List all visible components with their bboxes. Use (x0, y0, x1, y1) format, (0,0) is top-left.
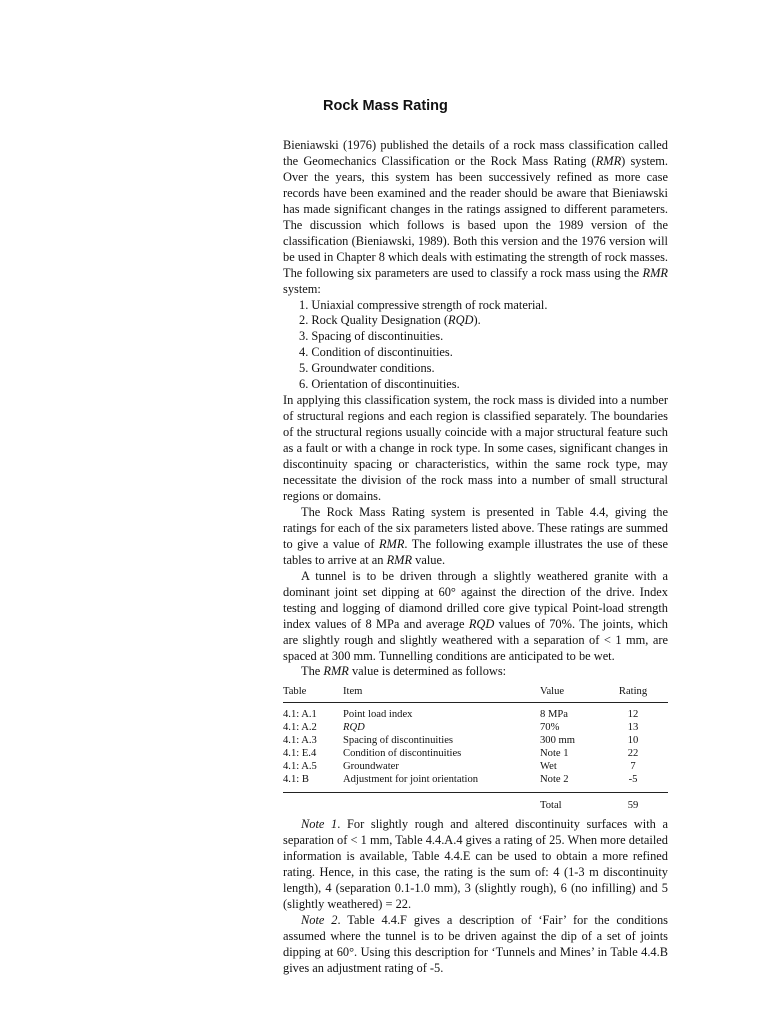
table-cell: Point load index (343, 709, 413, 721)
table-header: Item (343, 683, 540, 703)
paragraph-text: The (301, 664, 324, 679)
table-cell: 12 (627, 709, 639, 721)
rmr-table (283, 683, 668, 812)
determination-paragraph (283, 664, 668, 680)
rmr-term: RMR (642, 265, 668, 280)
table-row (283, 760, 668, 773)
table-row (283, 703, 668, 722)
table-cell: 300 mm (540, 735, 576, 747)
regions-paragraph: In applying this classification system, the rock mass is divided into a number of structural regions and each region is classified separately. The boundaries of the structural regions usually coincide with a major structural feature such as a fault or with a change in rock type. In some cases, significant changes in discontinuity spacing or characteristics, within the same rock type, may necessitate the division of the rock mass into a number of small structural regions or domains. (283, 393, 668, 503)
table-cell: Groundwater (343, 761, 399, 773)
rqd-term: RQD (448, 313, 474, 328)
table-header: Rating (598, 683, 668, 703)
table-row (283, 773, 668, 793)
note-2 (283, 913, 668, 977)
page-title: Rock Mass Rating (323, 98, 448, 114)
note-label: Note 1 (301, 817, 338, 832)
note-label: Note 2 (301, 913, 338, 928)
paragraph-text: value is determined as follows: (348, 664, 507, 679)
paragraph-text: The Rock Mass Rating system is presented in Table 4.4, giving the ratings for each of the six parameters listed above. These ratings are summed to give a value of (283, 504, 668, 551)
table-cell: Note 2 (540, 773, 598, 793)
table-cell: 4.1: A.1 (283, 709, 317, 721)
table-cell: 8 MPa (540, 709, 568, 721)
list-item-text: 2. Rock Quality Designation ( (299, 313, 449, 328)
table-cell: 4.1: A.2 (283, 722, 317, 734)
note-text: . Table 4.4.F gives a description of ‘Fair’ for the conditions assumed where the tunnel is to be driven against the dip of a set of joints dipping at 60°. Using this description for ‘Tunnels and Mines’ in Table 4.4.B gives an adjustment rating of -5. (283, 913, 668, 975)
table-cell: 7 (630, 761, 636, 773)
table-cell: Spacing of discontinuities (343, 735, 454, 747)
table-cell: Note 1 (540, 748, 569, 760)
intro-paragraph (283, 138, 668, 298)
list-item: 5. Groundwater conditions. (299, 361, 435, 376)
table-cell: 4.1: B (283, 773, 343, 793)
table-cell: 13 (627, 722, 639, 734)
paragraph-text: value. (412, 552, 446, 567)
table-row (283, 747, 668, 760)
table-cell: Wet (540, 761, 557, 773)
table-cell (343, 793, 540, 813)
table-cell: Condition of discontinuities (343, 748, 462, 760)
table-header: Value (540, 683, 598, 703)
table-cell: 4.1: E.4 (283, 748, 317, 760)
table-cell (283, 793, 343, 813)
table-cell: Adjustment for joint orientation (343, 773, 540, 793)
document-page (283, 96, 668, 977)
table-cell: 22 (627, 748, 639, 760)
rmr-term: RMR (323, 664, 349, 679)
note-text: . For slightly rough and altered discontinuity surfaces with a separation of < 1 mm, Table 4.4.A.4 gives a rating of 25. When more detailed information is available, Table 4.4.E can be used to obtain a more refined rating. Hence, in this case, the rating is the sum of: 4 (1-3 m discontinuity length), 4 (separation 0.1-1.0 mm), 3 (slightly rough), 6 (no infilling) and 5 (slightly weathered) = 22. (283, 817, 668, 912)
rqd-term: RQD (343, 722, 365, 734)
paragraph-text: A tunnel is to be driven through a slightly weathered granite with a dominant joint set dipping at 60° against the direction of the drive. Index testing and logging of diamond drilled core give typical Point-load strength index values of 8 MPa and average (283, 568, 668, 631)
rating-system-paragraph (283, 505, 668, 569)
list-item: 4. Condition of discontinuities. (299, 345, 453, 360)
table-cell: 70% (540, 722, 560, 734)
list-item: 3. Spacing of discontinuities. (299, 329, 444, 344)
intro-text-c: system: (283, 281, 321, 296)
table-cell: 4.1: A.3 (283, 735, 317, 747)
note-1 (283, 817, 668, 913)
table-header-row (283, 683, 668, 703)
document-body (283, 138, 668, 977)
table-cell (343, 721, 540, 734)
paragraph-text: values of 70%. The joints, which are slightly rough and slightly weathered with a separation of < 1 mm, are spaced at 300 mm. Tunnelling conditions are anticipated to be wet. (283, 616, 668, 663)
table-cell: -5 (598, 773, 668, 793)
total-value: 59 (627, 800, 639, 812)
rmr-term: RMR (378, 536, 405, 551)
paragraph-text: . The following example illustrates the use of these tables to arrive at an (283, 536, 668, 567)
intro-text-a: Bieniawski (1976) published the details of a rock mass classification called the Geomechanics Classification or the Rock Mass Rating ( (283, 138, 668, 168)
table-cell: 4.1: A.5 (283, 761, 317, 773)
notes (283, 817, 668, 977)
table-header: Table (283, 683, 343, 703)
rqd-term: RQD (468, 616, 495, 631)
table-row (283, 734, 668, 747)
tunnel-example-paragraph (283, 569, 668, 665)
table-cell: 10 (627, 735, 639, 747)
rmr-term: RMR (595, 153, 622, 168)
list-item: 1. Uniaxial compressive strength of rock material. (299, 297, 548, 312)
rmr-term: RMR (386, 552, 413, 567)
list-item: 6. Orientation of discontinuities. (299, 377, 460, 392)
list-item (283, 313, 668, 329)
intro-text-b: ) system. Over the years, this system has been successively refined as more case records have been examined and the reader should be aware that Bieniawski has made significant changes in the ratings assigned to different parameters. The discussion which follows is based upon the 1989 version of the classification (Bieniawski, 1989). Both this version and the 1976 version will be used in Chapter 8 which deals with estimating the strength of rock masses. The following six parameters are used to classify a rock mass using the (283, 153, 668, 280)
total-label: Total (540, 800, 562, 812)
parameter-list (283, 298, 668, 394)
table-row (283, 721, 668, 734)
table-total-row (283, 793, 668, 813)
list-item-end: ). (473, 313, 481, 328)
